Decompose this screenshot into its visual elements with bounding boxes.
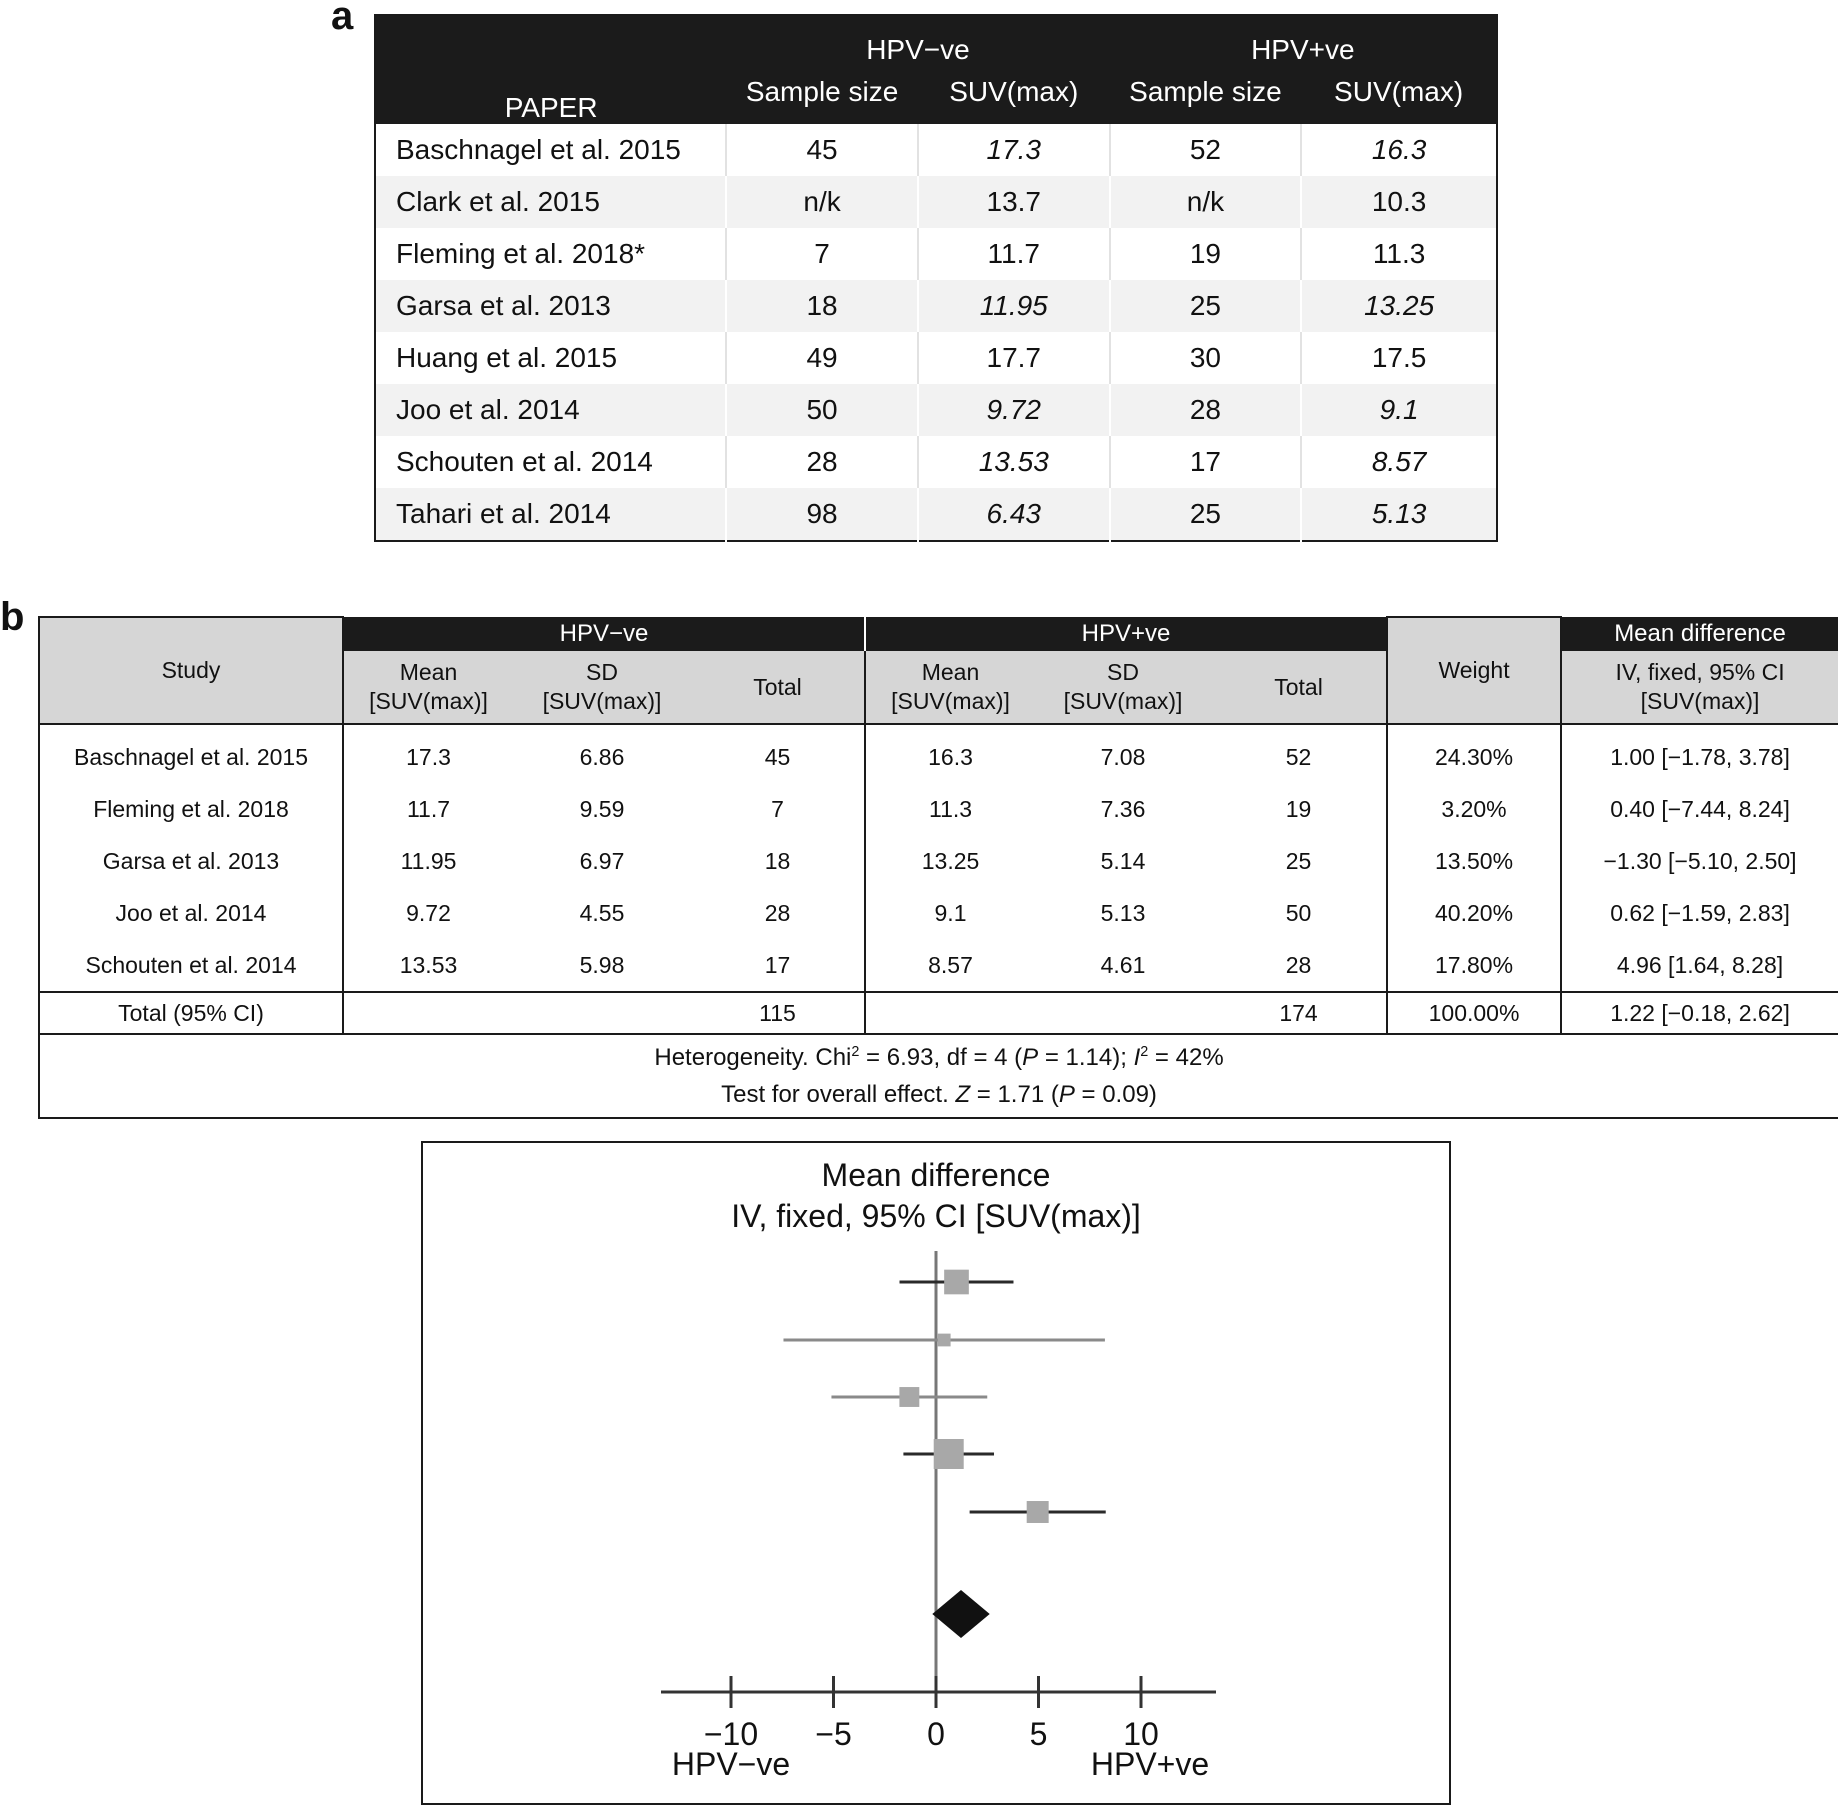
- weight-header: Weight: [1387, 617, 1561, 724]
- md-cell: −1.30 [−5.10, 2.50]: [1561, 835, 1838, 887]
- heterogeneity-tail: = 42%: [1148, 1043, 1224, 1071]
- pos-suv-cell: 13.25: [1301, 280, 1497, 332]
- study-header: Study: [39, 617, 343, 724]
- paper-cell: Schouten et al. 2014: [375, 436, 726, 488]
- pos-sd-cell: 4.61: [1100, 951, 1146, 978]
- table-row: [375, 228, 1497, 280]
- pos-sd-header-line1: SD: [1107, 659, 1139, 686]
- forest-title: Mean difference: [821, 1157, 1051, 1193]
- neg-suv-cell: 6.43: [918, 488, 1110, 541]
- p-symbol: P: [1058, 1081, 1075, 1108]
- pos-suv-cell: 16.3: [1301, 124, 1497, 176]
- paper-cell: Huang et al. 2015: [375, 332, 726, 384]
- study-estimate-square: [934, 1439, 964, 1469]
- pos-n-cell: n/k: [1110, 176, 1302, 228]
- paper-cell: Joo et al. 2014: [375, 384, 726, 436]
- md-cell: 1.00 [−1.78, 3.78]: [1561, 724, 1838, 783]
- overall-mid: = 1.71 (: [970, 1081, 1059, 1108]
- study-estimate-square: [938, 1334, 951, 1347]
- chi-superscript: 2: [851, 1043, 860, 1060]
- pos-mean-header-line1: Mean: [921, 659, 980, 686]
- pos-mean-header: [865, 651, 1035, 724]
- x-tick-label: −5: [815, 1716, 852, 1752]
- pos-n-cell: 28: [1110, 384, 1302, 436]
- x-tick-label: −10: [703, 1716, 759, 1752]
- neg-suv-cell: 9.72: [918, 384, 1110, 436]
- weight-cell: 13.50%: [1387, 835, 1561, 887]
- pos-mean-cell: 9.1: [865, 887, 1035, 939]
- hpv-pos-header: HPV+ve: [865, 617, 1387, 651]
- neg-mean-header-line1: Mean: [399, 659, 458, 686]
- neg-sd-cell: 6.86: [513, 724, 691, 783]
- heterogeneity-line: [40, 1039, 1838, 1076]
- md-ci-header-line2: [SUV(max)]: [1640, 688, 1760, 714]
- neg-n-cell: 18: [726, 280, 918, 332]
- pos-n-cell: 52: [1110, 124, 1302, 176]
- forest-subtitle: IV, fixed, 95% CI [SUV(max)]: [731, 1198, 1141, 1234]
- pos-n-cell: 17: [1110, 436, 1302, 488]
- neg-total-cell: 18: [764, 847, 791, 874]
- neg-mean-cell: 11.95: [343, 835, 513, 887]
- panel-b-letter: b: [0, 595, 25, 639]
- table-row: [39, 887, 1838, 939]
- pos-n-cell: 30: [1110, 332, 1302, 384]
- pos-n-cell: 19: [1110, 228, 1302, 280]
- pos-suv-cell: 17.5: [1301, 332, 1497, 384]
- pos-total-header: Total: [1211, 651, 1387, 724]
- pos-mean-cell: 16.3: [865, 724, 1035, 783]
- panel-a-letter: a: [331, 0, 354, 38]
- neg-total-sum: 115: [691, 992, 865, 1034]
- neg-mean-cell: 9.72: [343, 887, 513, 939]
- paper-cell: Baschnagel et al. 2015: [375, 124, 726, 176]
- study-cell: Joo et al. 2014: [39, 887, 343, 939]
- weight-cell: 17.80%: [1387, 939, 1561, 992]
- heterogeneity-mid2: = 1.14);: [1038, 1043, 1134, 1071]
- pos-sd-header-line2: [SUV(max)]: [1063, 688, 1183, 714]
- neg-sd-cell: 4.55: [579, 899, 625, 926]
- table-row: [375, 280, 1497, 332]
- table-row: [375, 436, 1497, 488]
- neg-sd-header-line1: SD: [586, 659, 618, 686]
- pos-sd-cell: 5.14: [1100, 847, 1146, 874]
- table-row: [39, 783, 1838, 835]
- table-row: [39, 939, 1838, 992]
- pos-n-cell: 25: [1110, 280, 1302, 332]
- x-tick-label: 10: [1123, 1716, 1159, 1752]
- neg-mean-header-line2: [SUV(max)]: [369, 688, 488, 714]
- empty-cell: [343, 992, 513, 1034]
- paper-cell: Garsa et al. 2013: [375, 280, 726, 332]
- paper-header: PAPER: [375, 15, 726, 124]
- pos-sd-header: [1035, 651, 1211, 724]
- neg-total-cell: 45: [691, 724, 865, 783]
- overall-prefix: Test for overall effect.: [721, 1081, 956, 1108]
- total-weight: 100.00%: [1387, 992, 1561, 1034]
- md-ci-header-line1: IV, fixed, 95% CI: [1615, 659, 1785, 686]
- weight-cell: 3.20%: [1387, 783, 1561, 835]
- pos-suv-cell: 11.3: [1301, 228, 1497, 280]
- pos-total-sum: 174: [1211, 992, 1387, 1034]
- study-cell: Fleming et al. 2018: [39, 783, 343, 835]
- study-estimate-square: [944, 1270, 969, 1295]
- table-row: [375, 332, 1497, 384]
- pos-mean-cell: 8.57: [865, 939, 1035, 992]
- i-superscript: 2: [1140, 1043, 1149, 1060]
- neg-suv-cell: 11.7: [918, 228, 1110, 280]
- neg-sd-cell: 5.98: [579, 951, 625, 978]
- pos-suv-cell: 10.3: [1301, 176, 1497, 228]
- neg-sd-cell: 9.59: [579, 795, 625, 822]
- forest-plot-svg: [423, 1143, 1449, 1803]
- md-cell: 0.40 [−7.44, 8.24]: [1561, 783, 1838, 835]
- table-row: [375, 488, 1497, 541]
- pos-n-cell: 25: [1110, 488, 1302, 541]
- neg-n-cell: 28: [726, 436, 918, 488]
- neg-sd-header: [513, 651, 691, 724]
- hpv-pos-header: HPV+ve: [1110, 15, 1497, 66]
- hpv-neg-header: HPV−ve: [343, 617, 865, 651]
- neg-suv-cell: 17.7: [918, 332, 1110, 384]
- pos-suv-cell: 9.1: [1301, 384, 1497, 436]
- x-right-label: HPV+ve: [1090, 1746, 1210, 1782]
- neg-n-cell: 7: [726, 228, 918, 280]
- neg-mean-cell: 13.53: [343, 939, 513, 992]
- neg-mean-header: [343, 651, 513, 724]
- empty-cell: [513, 992, 691, 1034]
- table-row: [39, 835, 1838, 887]
- pos-mean-cell: 13.25: [865, 835, 1035, 887]
- empty-cell: [865, 992, 1035, 1034]
- pos-sd-cell: 7.08: [1035, 724, 1211, 783]
- neg-sd-header-line2: [SUV(max)]: [542, 688, 662, 714]
- x-tick-label: 0: [927, 1716, 945, 1752]
- mean-difference-header: Mean difference: [1561, 617, 1838, 651]
- neg-sample-size-header: Sample size: [726, 66, 918, 124]
- x-tick-label: 5: [1029, 1716, 1048, 1752]
- neg-suv-cell: 13.53: [918, 436, 1110, 488]
- table-row: [39, 724, 1838, 783]
- table-row: [375, 384, 1497, 436]
- overall-tail: = 0.09): [1074, 1081, 1157, 1108]
- neg-suv-cell: 17.3: [918, 124, 1110, 176]
- paper-cell: Tahari et al. 2014: [375, 488, 726, 541]
- heterogeneity-prefix: Heterogeneity. Chi: [654, 1043, 852, 1071]
- statistics-note: [39, 1034, 1838, 1118]
- study-cell: Schouten et al. 2014: [39, 939, 343, 992]
- pos-total-cell: 50: [1285, 899, 1312, 926]
- neg-total-header: Total: [691, 651, 865, 724]
- paper-cell: Clark et al. 2015: [375, 176, 726, 228]
- panel-a-table: [374, 14, 1498, 542]
- pos-sample-size-header: Sample size: [1110, 66, 1302, 124]
- p-symbol: P: [1022, 1043, 1039, 1071]
- weight-cell: 40.20%: [1387, 887, 1561, 939]
- pos-mean-header-line2: [SUV(max)]: [891, 688, 1010, 714]
- study-estimate-square: [1027, 1501, 1049, 1523]
- heterogeneity-mid1: = 6.93, df = 4 (: [859, 1043, 1023, 1071]
- neg-n-cell: 98: [726, 488, 918, 541]
- table-row: [375, 124, 1497, 176]
- neg-n-cell: n/k: [726, 176, 918, 228]
- pos-mean-cell: 11.3: [865, 783, 1035, 835]
- total-diamond: [932, 1590, 989, 1638]
- md-cell: 4.96 [1.64, 8.28]: [1561, 939, 1838, 992]
- neg-total-cell: 28: [764, 899, 791, 926]
- neg-suv-cell: 13.7: [918, 176, 1110, 228]
- pos-suv-cell: 5.13: [1301, 488, 1497, 541]
- study-cell: Baschnagel et al. 2015: [39, 724, 343, 783]
- pos-sd-cell: 5.13: [1100, 899, 1146, 926]
- i-symbol: I: [1133, 1043, 1141, 1071]
- neg-total-cell: 7: [771, 795, 784, 822]
- total-md: 1.22 [−0.18, 2.62]: [1561, 992, 1838, 1034]
- pos-sd-cell: 7.36: [1100, 795, 1146, 822]
- paper-cell: Fleming et al. 2018*: [375, 228, 726, 280]
- pos-suv-cell: 8.57: [1301, 436, 1497, 488]
- pos-total-cell: 25: [1285, 847, 1312, 874]
- hpv-neg-header: HPV−ve: [726, 15, 1109, 66]
- pos-total-cell: 19: [1285, 795, 1312, 822]
- study-cell: Garsa et al. 2013: [39, 835, 343, 887]
- forest-plot: [421, 1141, 1451, 1805]
- neg-n-cell: 49: [726, 332, 918, 384]
- pos-total-cell: 52: [1211, 724, 1387, 783]
- md-ci-header: [1561, 651, 1838, 724]
- panel-b-table: [38, 616, 1838, 1119]
- x-left-label: HPV−ve: [671, 1746, 791, 1782]
- neg-suv-header: SUV(max): [918, 66, 1110, 124]
- neg-n-cell: 50: [726, 384, 918, 436]
- statistics-note-row: [39, 1034, 1838, 1118]
- total-label: Total (95% CI): [39, 992, 343, 1034]
- weight-cell: 24.30%: [1387, 724, 1561, 783]
- overall-effect-line: [40, 1076, 1838, 1113]
- neg-mean-cell: 11.7: [343, 783, 513, 835]
- neg-suv-cell: 11.95: [918, 280, 1110, 332]
- table-row: [375, 176, 1497, 228]
- pos-suv-header: SUV(max): [1301, 66, 1497, 124]
- neg-n-cell: 45: [726, 124, 918, 176]
- total-row: [39, 992, 1838, 1034]
- neg-total-cell: 17: [764, 951, 791, 978]
- study-estimate-square: [899, 1387, 919, 1407]
- pos-total-cell: 28: [1285, 951, 1312, 978]
- z-symbol: Z: [955, 1081, 971, 1108]
- md-cell: 0.62 [−1.59, 2.83]: [1561, 887, 1838, 939]
- empty-cell: [1035, 992, 1211, 1034]
- neg-sd-cell: 6.97: [579, 847, 625, 874]
- neg-mean-cell: 17.3: [343, 724, 513, 783]
